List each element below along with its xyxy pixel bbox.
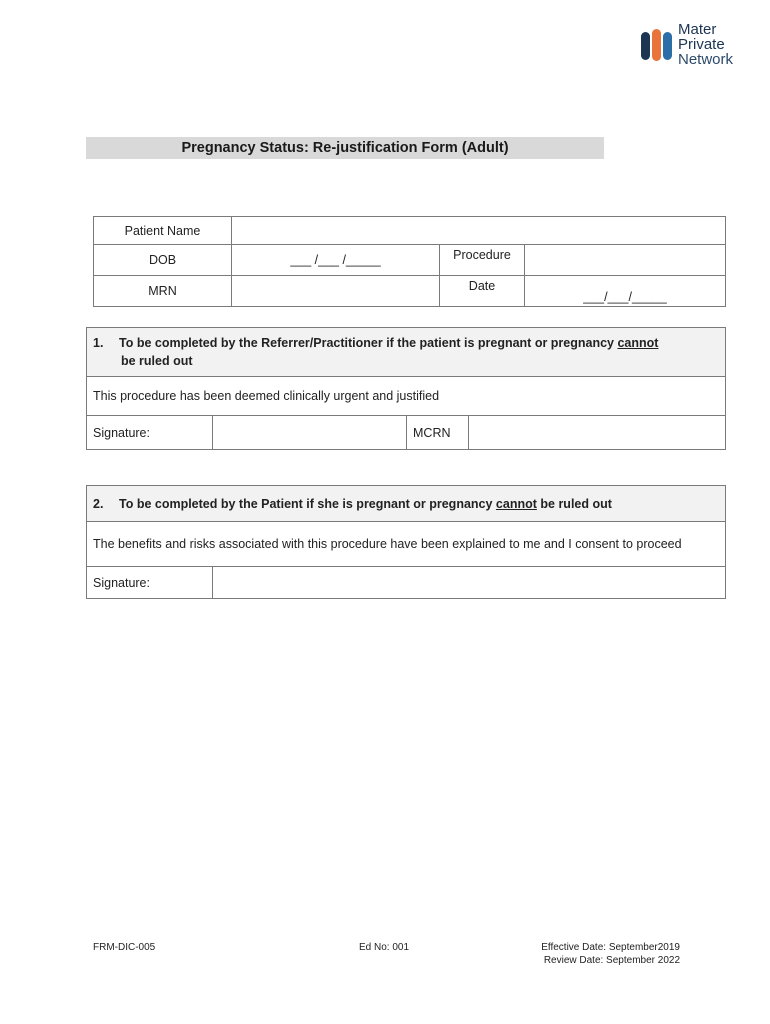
date-field[interactable]: ___/___/_____	[525, 276, 726, 307]
mrn-label: MRN	[94, 276, 232, 307]
mrn-field[interactable]	[232, 276, 440, 307]
patient-name-label: Patient Name	[94, 217, 232, 245]
footer-effective-date: Effective Date: September2019	[541, 942, 680, 953]
footer-edition: Ed No: 001	[359, 942, 410, 953]
logo-line-3: Network	[678, 51, 734, 68]
mcrn-field[interactable]	[469, 416, 726, 450]
dob-row	[94, 245, 726, 276]
section-1-signature-field[interactable]	[213, 416, 407, 450]
mater-private-logo	[636, 20, 748, 70]
section-1-signature-label: Signature:	[87, 416, 213, 450]
mcrn-label: MCRN	[407, 416, 469, 450]
procedure-label: Procedure	[440, 245, 525, 276]
section-1-heading	[87, 328, 726, 377]
section-1-referrer	[86, 327, 726, 450]
section-1-header-row	[87, 328, 726, 377]
section-2-signature-label: Signature:	[87, 567, 213, 599]
logo-line-2: Private	[678, 36, 725, 53]
logo-line-1: Mater	[678, 21, 717, 38]
section-1-statement-row	[87, 377, 726, 416]
section-1-signature-row	[87, 416, 726, 450]
section-1-number: 1.	[93, 336, 104, 350]
section-1-heading-continued: be ruled out	[121, 354, 193, 368]
mrn-row	[94, 276, 726, 307]
form-title: Pregnancy Status: Re-justification Form (Adult)	[86, 137, 604, 159]
section-2-signature-row	[87, 567, 726, 599]
footer-dates	[520, 941, 680, 967]
section-2-heading	[87, 486, 726, 522]
section-2-signature-field[interactable]	[213, 567, 726, 599]
logo-mark-icon	[640, 28, 674, 62]
section-2-header-row	[87, 486, 726, 522]
section-2-patient	[86, 485, 726, 599]
section-2-heading-text: To be completed by the Patient if she is pregnant or pregnancy	[119, 496, 496, 511]
dob-field[interactable]: ___ /___ /_____	[232, 245, 440, 276]
section-2-number: 2.	[93, 496, 104, 511]
section-1-heading-text: To be completed by the Referrer/Practitioner if the patient is pregnant or pregnancy	[119, 336, 618, 350]
section-2-statement-row	[87, 522, 726, 567]
section-2-heading-end: be ruled out	[536, 496, 612, 511]
section-1-statement: This procedure has been deemed clinically urgent and justified	[87, 377, 726, 416]
section-2-statement: The benefits and risks associated with this procedure have been explained to me and I consent to proceed	[87, 522, 726, 567]
procedure-field[interactable]	[525, 245, 726, 276]
footer-review-date: Review Date: September 2022	[543, 955, 680, 966]
footer-form-code: FRM-DIC-005	[93, 942, 156, 953]
patient-details-table	[93, 216, 726, 307]
section-1-heading-underlined: cannot	[617, 336, 659, 350]
patient-name-row	[94, 217, 726, 245]
date-label: Date	[440, 276, 525, 307]
logo-wordmark	[678, 22, 733, 67]
dob-label: DOB	[94, 245, 232, 276]
patient-name-field[interactable]	[232, 217, 726, 245]
section-2-heading-underlined: cannot	[495, 496, 537, 511]
